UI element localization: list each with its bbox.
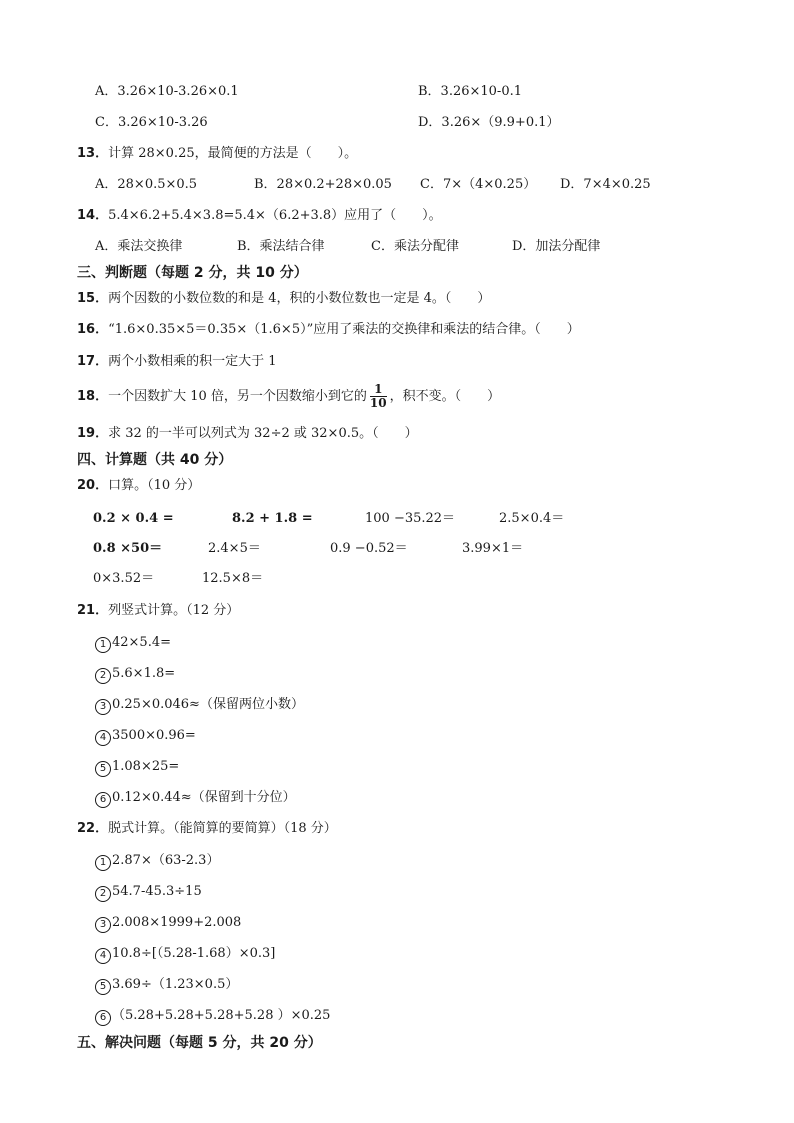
q12-option-c: C．3.26×10-3.26	[95, 115, 208, 130]
q21-number: 21．	[77, 603, 109, 618]
item-text: 3500×0.96=	[112, 728, 196, 743]
q18-line	[77, 380, 500, 414]
q14-option-b: B．乘法结合律	[237, 239, 325, 254]
q19-number: 19．	[77, 426, 109, 441]
q20-line	[77, 477, 200, 495]
q13-line	[77, 145, 357, 163]
list-item	[95, 1007, 330, 1026]
section-3-heading: 三、判断题（每题 2 分，共 10 分）	[77, 265, 308, 281]
q12-option-d: D．3.26×（9.9+0.1）	[418, 115, 560, 130]
q22-stem: 脱式计算。（能简算的要简算）（18 分）	[108, 821, 337, 836]
q20-stem: 口算。（10 分）	[108, 478, 201, 493]
list-item	[95, 758, 179, 777]
mental-calc-item: 0×3.52＝	[93, 571, 155, 586]
mental-calc-item: 0.9 −0.52＝	[330, 541, 408, 556]
q18-stem-after: ，积不变。（ ）	[389, 389, 501, 404]
item-text: 0.12×0.44≈（保留到十分位）	[112, 790, 296, 805]
section-4-heading: 四、计算题（共 40 分）	[77, 452, 233, 468]
item-text: 1.08×25=	[112, 759, 180, 774]
q17-line	[77, 353, 277, 371]
q21-line	[77, 602, 239, 620]
item-text: 10.8÷[（5.28-1.68）×0.3]	[112, 946, 276, 961]
q22-number: 22．	[77, 821, 109, 836]
q18-fraction	[370, 383, 387, 410]
q13-option-a: A．28×0.5×0.5	[95, 177, 198, 192]
q13-stem: 计算 28×0.25，最简便的方法是（ ）。	[108, 146, 358, 161]
list-item	[95, 789, 296, 808]
item-text: 2.87×（63-2.3）	[112, 853, 220, 868]
item-text: 3.69÷（1.23×0.5）	[112, 977, 239, 992]
item-number-circle: 1	[95, 637, 111, 653]
mental-calc-item: 8.2 + 1.8 =	[232, 511, 313, 526]
q16-number: 16．	[77, 322, 109, 337]
q16-stem: “1.6×0.35×5＝0.35×（1.6×5）”应用了乘法的交换律和乘法的结合律。（ ）	[108, 322, 580, 337]
mental-calc-item: 100 −35.22＝	[365, 511, 456, 526]
mental-calc-item: 0.8 ×50＝	[93, 541, 163, 556]
q15-stem: 两个因数的小数位数的和是 4，积的小数位数也一定是 4。（ ）	[108, 291, 491, 306]
item-number-circle: 2	[95, 886, 111, 902]
q18-stem-before: 一个因数扩大 10 倍，另一个因数缩小到它的	[108, 389, 367, 404]
q14-stem: 5.4×6.2+5.4×3.8=5.4×（6.2+3.8）应用了（ ）。	[108, 208, 442, 223]
item-number-circle: 2	[95, 668, 111, 684]
list-item	[95, 914, 241, 933]
q19-stem: 求 32 的一半可以列式为 32÷2 或 32×0.5。（ ）	[108, 426, 418, 441]
q14-option-a: A．乘法交换律	[95, 239, 183, 254]
q22-line	[77, 820, 337, 838]
item-text: 0.25×0.046≈（保留两位小数）	[112, 697, 304, 712]
item-text: 42×5.4=	[112, 635, 172, 650]
item-text: 5.6×1.8=	[112, 666, 176, 681]
item-text: （5.28+5.28+5.28+5.28 ）×0.25	[112, 1008, 331, 1023]
q15-line	[77, 290, 490, 308]
list-item	[95, 945, 275, 964]
q14-line	[77, 207, 442, 225]
q12-option-a: A．3.26×10-3.26×0.1	[95, 84, 239, 99]
q13-option-d: D．7×4×0.25	[560, 177, 651, 192]
q21-stem: 列竖式计算。（12 分）	[108, 603, 240, 618]
item-number-circle: 6	[95, 792, 111, 808]
q14-number: 14．	[77, 208, 109, 223]
list-item	[95, 665, 175, 684]
q20-number: 20．	[77, 478, 109, 493]
mental-calc-item: 2.4×5＝	[208, 541, 261, 556]
q18-fraction-numerator: 1	[374, 382, 383, 396]
item-number-circle: 5	[95, 761, 111, 777]
item-number-circle: 1	[95, 855, 111, 871]
q14-option-d: D．加法分配律	[512, 239, 601, 254]
q12-option-b: B．3.26×10-0.1	[418, 84, 523, 99]
q18-number: 18．	[77, 389, 109, 404]
list-item	[95, 976, 238, 995]
item-text: 2.008×1999+2.008	[112, 915, 242, 930]
item-number-circle: 5	[95, 979, 111, 995]
mental-calc-item: 2.5×0.4＝	[499, 511, 565, 526]
mental-calc-item: 0.2 × 0.4 =	[93, 511, 174, 526]
q19-line	[77, 425, 418, 443]
mental-calc-item: 12.5×8＝	[202, 571, 264, 586]
q17-number: 17．	[77, 354, 109, 369]
list-item	[95, 727, 196, 746]
item-number-circle: 4	[95, 948, 111, 964]
q15-number: 15．	[77, 291, 109, 306]
q16-line	[77, 321, 580, 339]
list-item	[95, 696, 304, 715]
mental-calc-item: 3.99×1＝	[462, 541, 524, 556]
q18-fraction-denominator: 10	[369, 396, 387, 410]
section-5-heading: 五、解决问题（每题 5 分，共 20 分）	[77, 1035, 322, 1051]
item-number-circle: 3	[95, 917, 111, 933]
item-text: 54.7-45.3÷15	[112, 884, 202, 899]
list-item	[95, 883, 202, 902]
q13-option-b: B．28×0.2+28×0.05	[254, 177, 392, 192]
q17-stem: 两个小数相乘的积一定大于 1	[108, 354, 277, 369]
q14-option-c: C．乘法分配律	[371, 239, 459, 254]
list-item	[95, 634, 171, 653]
item-number-circle: 3	[95, 699, 111, 715]
item-number-circle: 4	[95, 730, 111, 746]
q13-option-c: C．7×（4×0.25）	[420, 177, 537, 192]
item-number-circle: 6	[95, 1010, 111, 1026]
list-item	[95, 852, 219, 871]
q13-number: 13．	[77, 146, 109, 161]
